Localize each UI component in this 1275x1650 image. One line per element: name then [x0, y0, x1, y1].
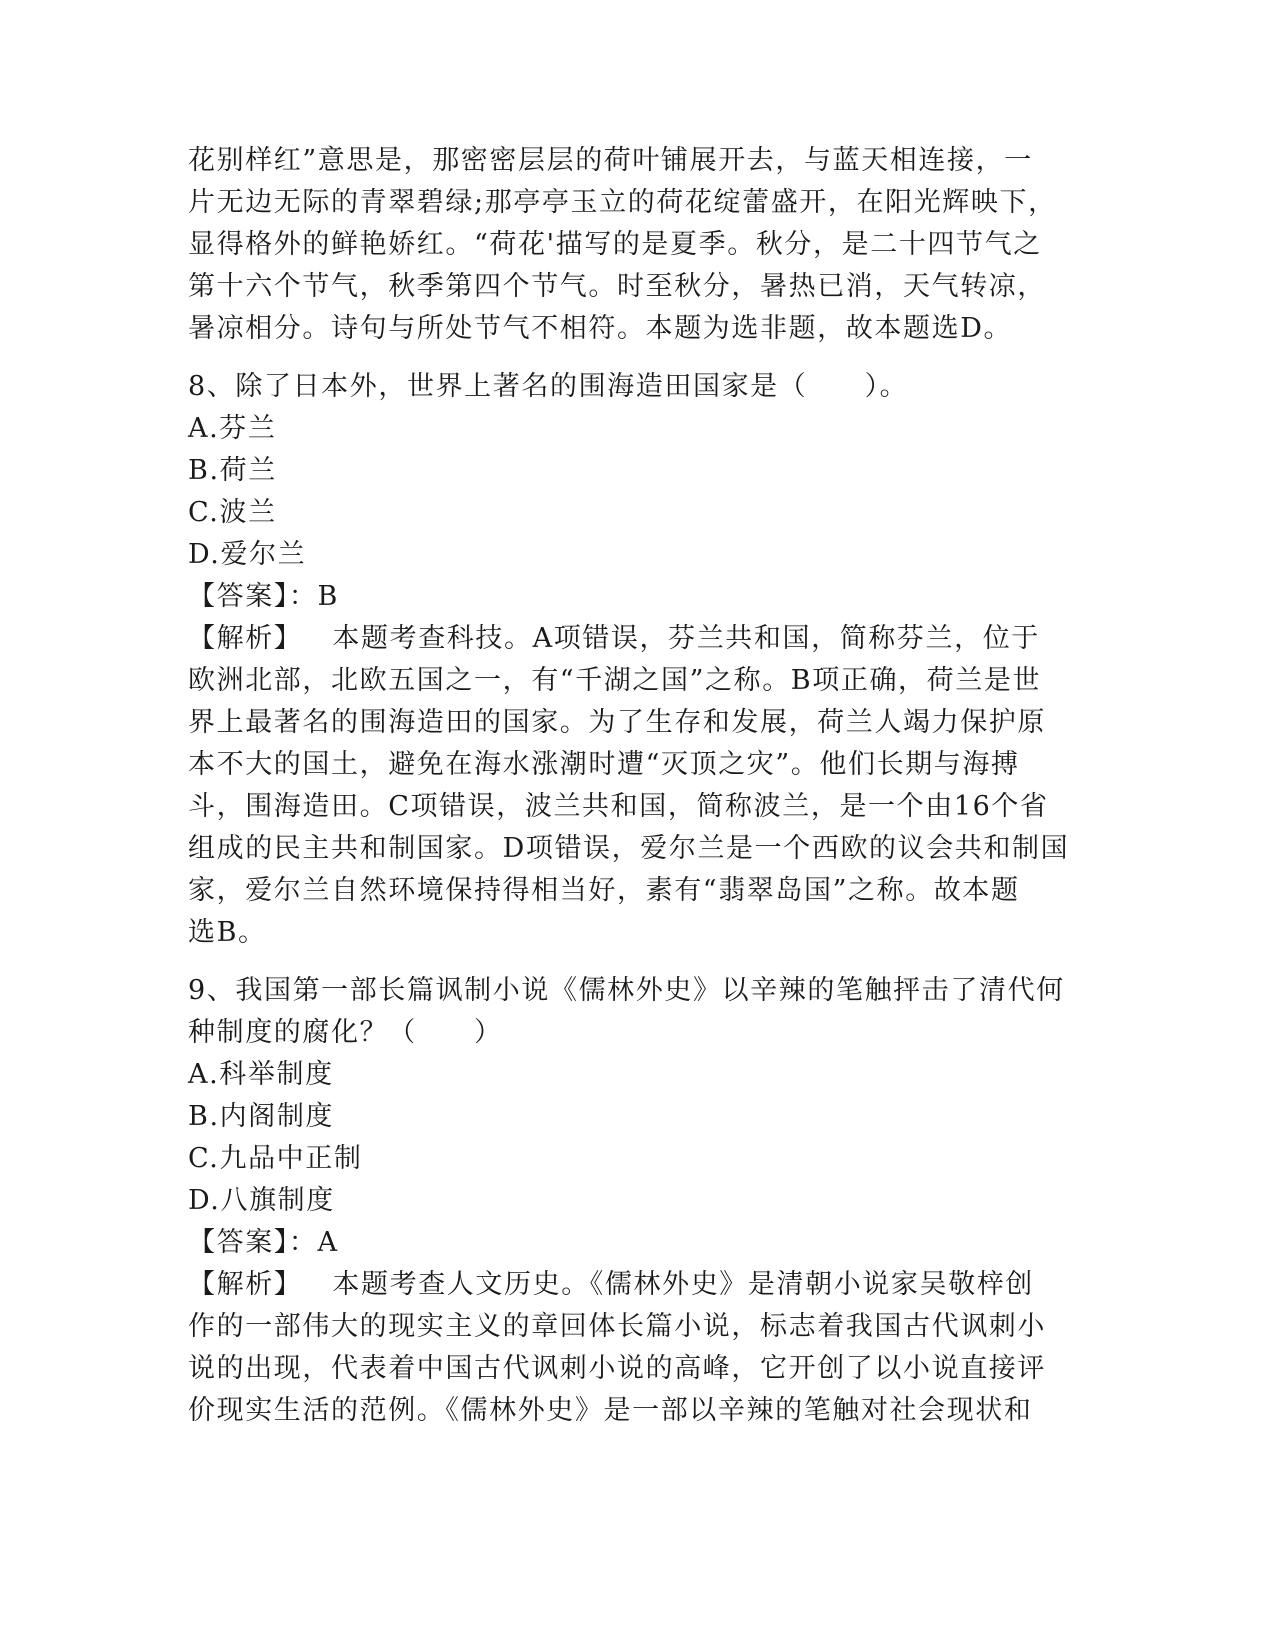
- question-9: [188, 970, 1088, 1432]
- question-stem: 8、除了日本外，世界上著名的围海造田国家是（ ）。: [188, 371, 909, 402]
- option-b: B.内阁制度: [188, 1101, 335, 1132]
- analysis-label: 【解析】: [188, 1269, 303, 1300]
- answer-line: [188, 1222, 1088, 1264]
- question-stem: 种制度的腐化？（ ）: [188, 1017, 503, 1048]
- analysis-line: 说的出现，代表着中国古代讽刺小说的高峰，它开创了以小说直接评: [188, 1353, 1046, 1384]
- option-c: C.九品中正制: [188, 1143, 363, 1174]
- text-line: 片无边无际的青翠碧绿;那亭亭玉立的荷花绽蕾盛开，在阳光辉映下，: [188, 187, 1057, 218]
- text-line: 花别样红”意思是，那密密层层的荷叶铺展开去，与蓝天相连接，一: [188, 145, 1033, 176]
- previous-analysis-paragraph: [188, 140, 1088, 350]
- question-8: [188, 366, 1088, 954]
- analysis-line: 本不大的国土，避免在海水涨潮时遭“灭顶之灾”。他们长期与海搏: [188, 749, 1020, 780]
- text-line: 显得格外的鲜艳娇红。“荷花'描写的是夏季。秋分，是二十四节气之: [188, 229, 1042, 260]
- analysis-line: 作的一部伟大的现实主义的章回体长篇小说，标志着我国古代讽刺小: [188, 1311, 1046, 1342]
- text-line: 暑凉相分。诗句与所处节气不相符。本题为选非题，故本题选D。: [188, 313, 1013, 344]
- answer-value: A: [317, 1227, 339, 1258]
- analysis-line: 家，爱尔兰自然环境保持得相当好，素有“翡翠岛国”之称。故本题: [188, 875, 1020, 906]
- question-stem: 9、我国第一部长篇讽制小说《儒林外史》以辛辣的笔触抨击了清代何: [188, 975, 1065, 1006]
- answer-label: 【答案】：: [188, 1227, 318, 1258]
- answer-line: [188, 576, 1088, 618]
- analysis-first-line: [188, 1264, 1088, 1306]
- analysis-first-line: [188, 618, 1088, 660]
- analysis-line: 欧洲北部，北欧五国之一，有“千湖之国”之称。B项正确，荷兰是世: [188, 665, 1042, 696]
- analysis-line: 斗，围海造田。C项错误，波兰共和国，简称波兰，是一个由16个省: [188, 791, 1049, 822]
- answer-label: 【答案】：: [188, 581, 318, 612]
- option-a: A.科举制度: [188, 1059, 334, 1090]
- answer-value: B: [317, 581, 339, 612]
- document-body: [188, 140, 1088, 1432]
- option-d: D.爱尔兰: [188, 539, 307, 570]
- analysis-text: 本题考查人文历史。《儒林外史》是清朝小说家吴敬梓创: [332, 1269, 1034, 1300]
- option-d: D.八旗制度: [188, 1185, 335, 1216]
- analysis-line: 组成的民主共和制国家。D项错误，爱尔兰是一个西欧的议会共和制国: [188, 833, 1070, 864]
- option-a: A.芬兰: [188, 413, 277, 444]
- analysis-label: 【解析】: [188, 623, 303, 654]
- text-line: 第十六个节气，秋季第四个节气。时至秋分，暑热已消，天气转凉，: [188, 271, 1046, 302]
- option-c: C.波兰: [188, 497, 277, 528]
- analysis-line: 价现实生活的范例。《儒林外史》是一部以辛辣的笔触对社会现状和: [188, 1395, 1033, 1426]
- analysis-text: 本题考查科技。A项错误，芬兰共和国，简称芬兰，位于: [332, 623, 1040, 654]
- analysis-line: 选B。: [188, 917, 267, 948]
- option-b: B.荷兰: [188, 455, 277, 486]
- analysis-line: 界上最著名的围海造田的国家。为了生存和发展，荷兰人竭力保护原: [188, 707, 1046, 738]
